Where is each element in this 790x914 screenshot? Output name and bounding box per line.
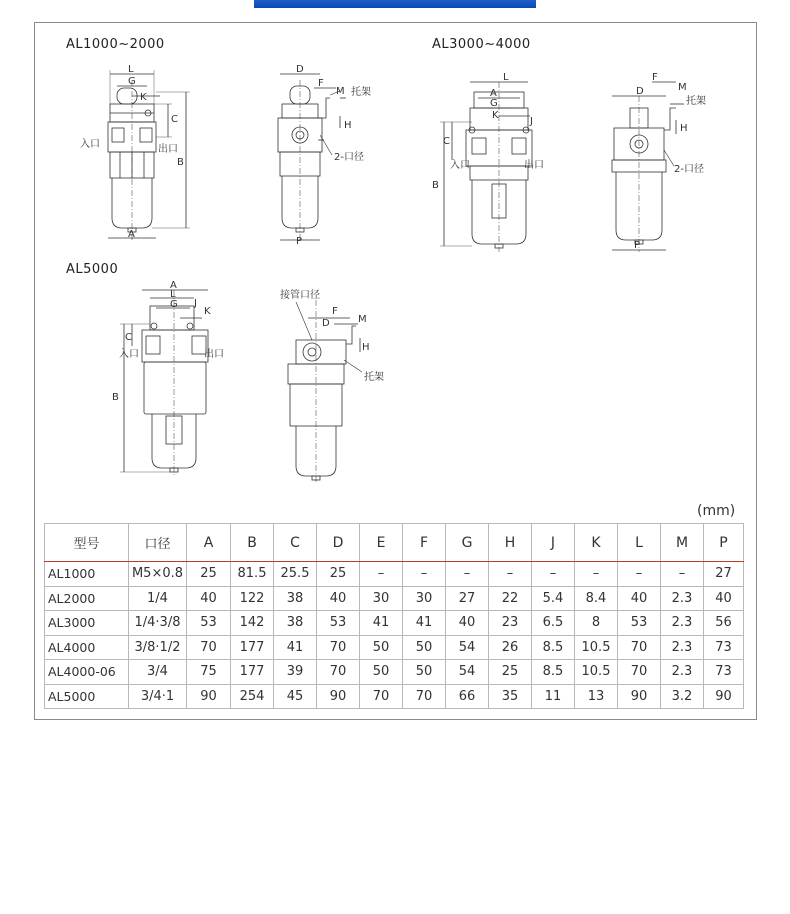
table-cell: 40 [446, 611, 489, 636]
table-cell: 50 [403, 635, 446, 660]
table-cell: 73 [704, 660, 744, 685]
table-cell: 30 [403, 586, 446, 611]
table-cell: 23 [489, 611, 532, 636]
table-cell: 75 [187, 660, 231, 685]
table-cell: 2.3 [661, 635, 704, 660]
model-cell: AL2000 [45, 586, 129, 611]
table-cell: 81.5 [231, 562, 274, 587]
dim-label-j3: J [194, 298, 197, 309]
table-cell: 70 [403, 684, 446, 709]
table-cell: 3/4·1 [129, 684, 187, 709]
header-cell: F [403, 524, 446, 562]
table-cell: 8 [575, 611, 618, 636]
model-cell: AL4000-06 [45, 660, 129, 685]
model-cell: AL1000 [45, 562, 129, 587]
dim-label-l3: L [170, 289, 176, 300]
al5000-front-view [120, 290, 208, 476]
table-cell: 45 [274, 684, 317, 709]
dim-label-k: K [140, 92, 147, 103]
header-cell: 口径 [129, 524, 187, 562]
header-cell: E [360, 524, 403, 562]
table-cell: 38 [274, 611, 317, 636]
table-cell: 1/4·3/8 [129, 611, 187, 636]
table-cell: 39 [274, 660, 317, 685]
table-cell: 10.5 [575, 635, 618, 660]
table-row [45, 684, 744, 709]
dim-label-c2: C [443, 136, 450, 147]
header-cell: B [231, 524, 274, 562]
table-cell: 54 [446, 660, 489, 685]
bracket-label: 托架 [351, 87, 371, 98]
outlet-label-2: 出口 [524, 160, 544, 171]
table-cell: 10.5 [575, 660, 618, 685]
table-cell: 5.4 [532, 586, 575, 611]
table-cell: 25 [489, 660, 532, 685]
table-cell: 73 [704, 635, 744, 660]
table-cell: 22 [489, 586, 532, 611]
table-cell: 70 [618, 660, 661, 685]
model-cell: AL3000 [45, 611, 129, 636]
table-cell: 90 [187, 684, 231, 709]
dim-label-j2: J [530, 116, 533, 127]
dim-label-m3: M [358, 314, 367, 325]
table-cell: – [618, 562, 661, 587]
table-cell: 254 [231, 684, 274, 709]
table-cell: 8.5 [532, 635, 575, 660]
dim-label-p: P [296, 236, 303, 247]
table-row [45, 562, 744, 587]
table-cell: 3/8·1/2 [129, 635, 187, 660]
header-cell: G [446, 524, 489, 562]
header-cell: D [317, 524, 360, 562]
table-cell: – [661, 562, 704, 587]
dim-label-l: L [128, 64, 134, 75]
port-label: 2-口径 [334, 152, 364, 163]
table-row [45, 635, 744, 660]
table-cell: 11 [532, 684, 575, 709]
table-cell: 50 [403, 660, 446, 685]
table-cell: 40 [618, 586, 661, 611]
table-cell: 70 [618, 635, 661, 660]
dim-label-k3: K [204, 306, 211, 317]
bracket-label-2: 托架 [686, 96, 706, 107]
table-cell: 41 [360, 611, 403, 636]
dim-label-b: B [177, 157, 184, 168]
drawing-title-al1000-2000: AL1000~2000 [66, 37, 165, 52]
header-cell: C [274, 524, 317, 562]
table-cell: 25 [317, 562, 360, 587]
dim-label-a: A [128, 229, 135, 240]
table-cell: 27 [446, 586, 489, 611]
dim-label-m: M [336, 86, 345, 97]
dim-label-d2: D [636, 86, 644, 97]
table-row [45, 586, 744, 611]
table-cell: 41 [403, 611, 446, 636]
dim-label-g3: G [170, 299, 178, 310]
dim-label-b3: B [112, 392, 119, 403]
table-cell: 40 [317, 586, 360, 611]
table-cell: 2.3 [661, 660, 704, 685]
table-cell: 38 [274, 586, 317, 611]
dim-label-f3: F [332, 306, 338, 317]
table-cell: 40 [704, 586, 744, 611]
header-cell: P [704, 524, 744, 562]
table-cell: 177 [231, 660, 274, 685]
table-cell: 142 [231, 611, 274, 636]
table-row [45, 611, 744, 636]
table-cell: – [575, 562, 618, 587]
table-cell: 177 [231, 635, 274, 660]
bracket-label-3: 托架 [364, 372, 384, 383]
table-cell: 90 [618, 684, 661, 709]
header-cell: K [575, 524, 618, 562]
table-cell: 27 [704, 562, 744, 587]
dim-label-a2: A [490, 88, 497, 99]
dim-label-m2: M [678, 82, 687, 93]
model-cell: AL4000 [45, 635, 129, 660]
drawing-title-al5000: AL5000 [66, 262, 119, 277]
dim-label-a3: A [170, 280, 177, 291]
table-cell: – [360, 562, 403, 587]
port-label-2: 2-口径 [674, 164, 704, 175]
table-cell: 3/4 [129, 660, 187, 685]
table-cell: 56 [704, 611, 744, 636]
outlet-label-3: 出口 [204, 349, 224, 360]
table-cell: 122 [231, 586, 274, 611]
table-cell: – [403, 562, 446, 587]
table-cell: 70 [360, 684, 403, 709]
al1000-front-view [108, 70, 190, 240]
dim-label-p2: P [634, 240, 641, 251]
table-cell: 8.4 [575, 586, 618, 611]
table-cell: 2.3 [661, 586, 704, 611]
table-cell: 2.3 [661, 611, 704, 636]
inlet-label-2: 入口 [450, 160, 470, 171]
dim-label-c3: C [125, 332, 132, 343]
header-cell: M [661, 524, 704, 562]
table-cell: 90 [704, 684, 744, 709]
table-cell: M5×0.8 [129, 562, 187, 587]
table-cell: 70 [317, 660, 360, 685]
dim-label-f2: F [652, 72, 658, 83]
model-cell: AL5000 [45, 684, 129, 709]
spec-table [44, 523, 744, 709]
dim-label-g2: G [490, 98, 498, 109]
table-cell: 26 [489, 635, 532, 660]
table-cell: 70 [317, 635, 360, 660]
table-header-row [45, 524, 744, 562]
table-cell: 40 [187, 586, 231, 611]
table-cell: 50 [360, 660, 403, 685]
table-cell: – [489, 562, 532, 587]
dim-label-h2: H [680, 123, 688, 134]
table-cell: 1/4 [129, 586, 187, 611]
table-cell: 25 [187, 562, 231, 587]
drawing-title-al3000-4000: AL3000~4000 [432, 37, 531, 52]
pipe-port-label: 接管口径 [280, 290, 320, 301]
unit-label: (mm) [697, 503, 736, 519]
header-cell: H [489, 524, 532, 562]
table-cell: 8.5 [532, 660, 575, 685]
dim-label-d3: D [322, 318, 330, 329]
table-row [45, 660, 744, 685]
table-cell: 13 [575, 684, 618, 709]
dim-label-b2: B [432, 180, 439, 191]
dim-label-l2: L [503, 72, 509, 83]
table-cell: 6.5 [532, 611, 575, 636]
dim-label-c: C [171, 114, 178, 125]
table-cell: 41 [274, 635, 317, 660]
dim-label-h3: H [362, 342, 370, 353]
table-cell: 53 [317, 611, 360, 636]
outlet-label: 出口 [158, 144, 178, 155]
table-cell: 66 [446, 684, 489, 709]
table-cell: 70 [187, 635, 231, 660]
dim-label-k2: K [492, 110, 499, 121]
header-cell: 型号 [45, 524, 129, 562]
dim-label-f: F [318, 78, 324, 89]
table-cell: – [446, 562, 489, 587]
table-cell: 50 [360, 635, 403, 660]
table-cell: 90 [317, 684, 360, 709]
table-cell: 53 [187, 611, 231, 636]
dim-label-g: G [128, 76, 136, 87]
inlet-label: 入口 [80, 139, 100, 150]
header-cell: L [618, 524, 661, 562]
table-cell: – [532, 562, 575, 587]
table-cell: 25.5 [274, 562, 317, 587]
dim-label-h: H [344, 120, 352, 131]
table-cell: 30 [360, 586, 403, 611]
header-cell: J [532, 524, 575, 562]
table-cell: 3.2 [661, 684, 704, 709]
table-cell: 35 [489, 684, 532, 709]
inlet-label-3: 入口 [119, 349, 139, 360]
table-cell: 54 [446, 635, 489, 660]
dim-label-d: D [296, 64, 304, 75]
header-cell: A [187, 524, 231, 562]
table-cell: 53 [618, 611, 661, 636]
